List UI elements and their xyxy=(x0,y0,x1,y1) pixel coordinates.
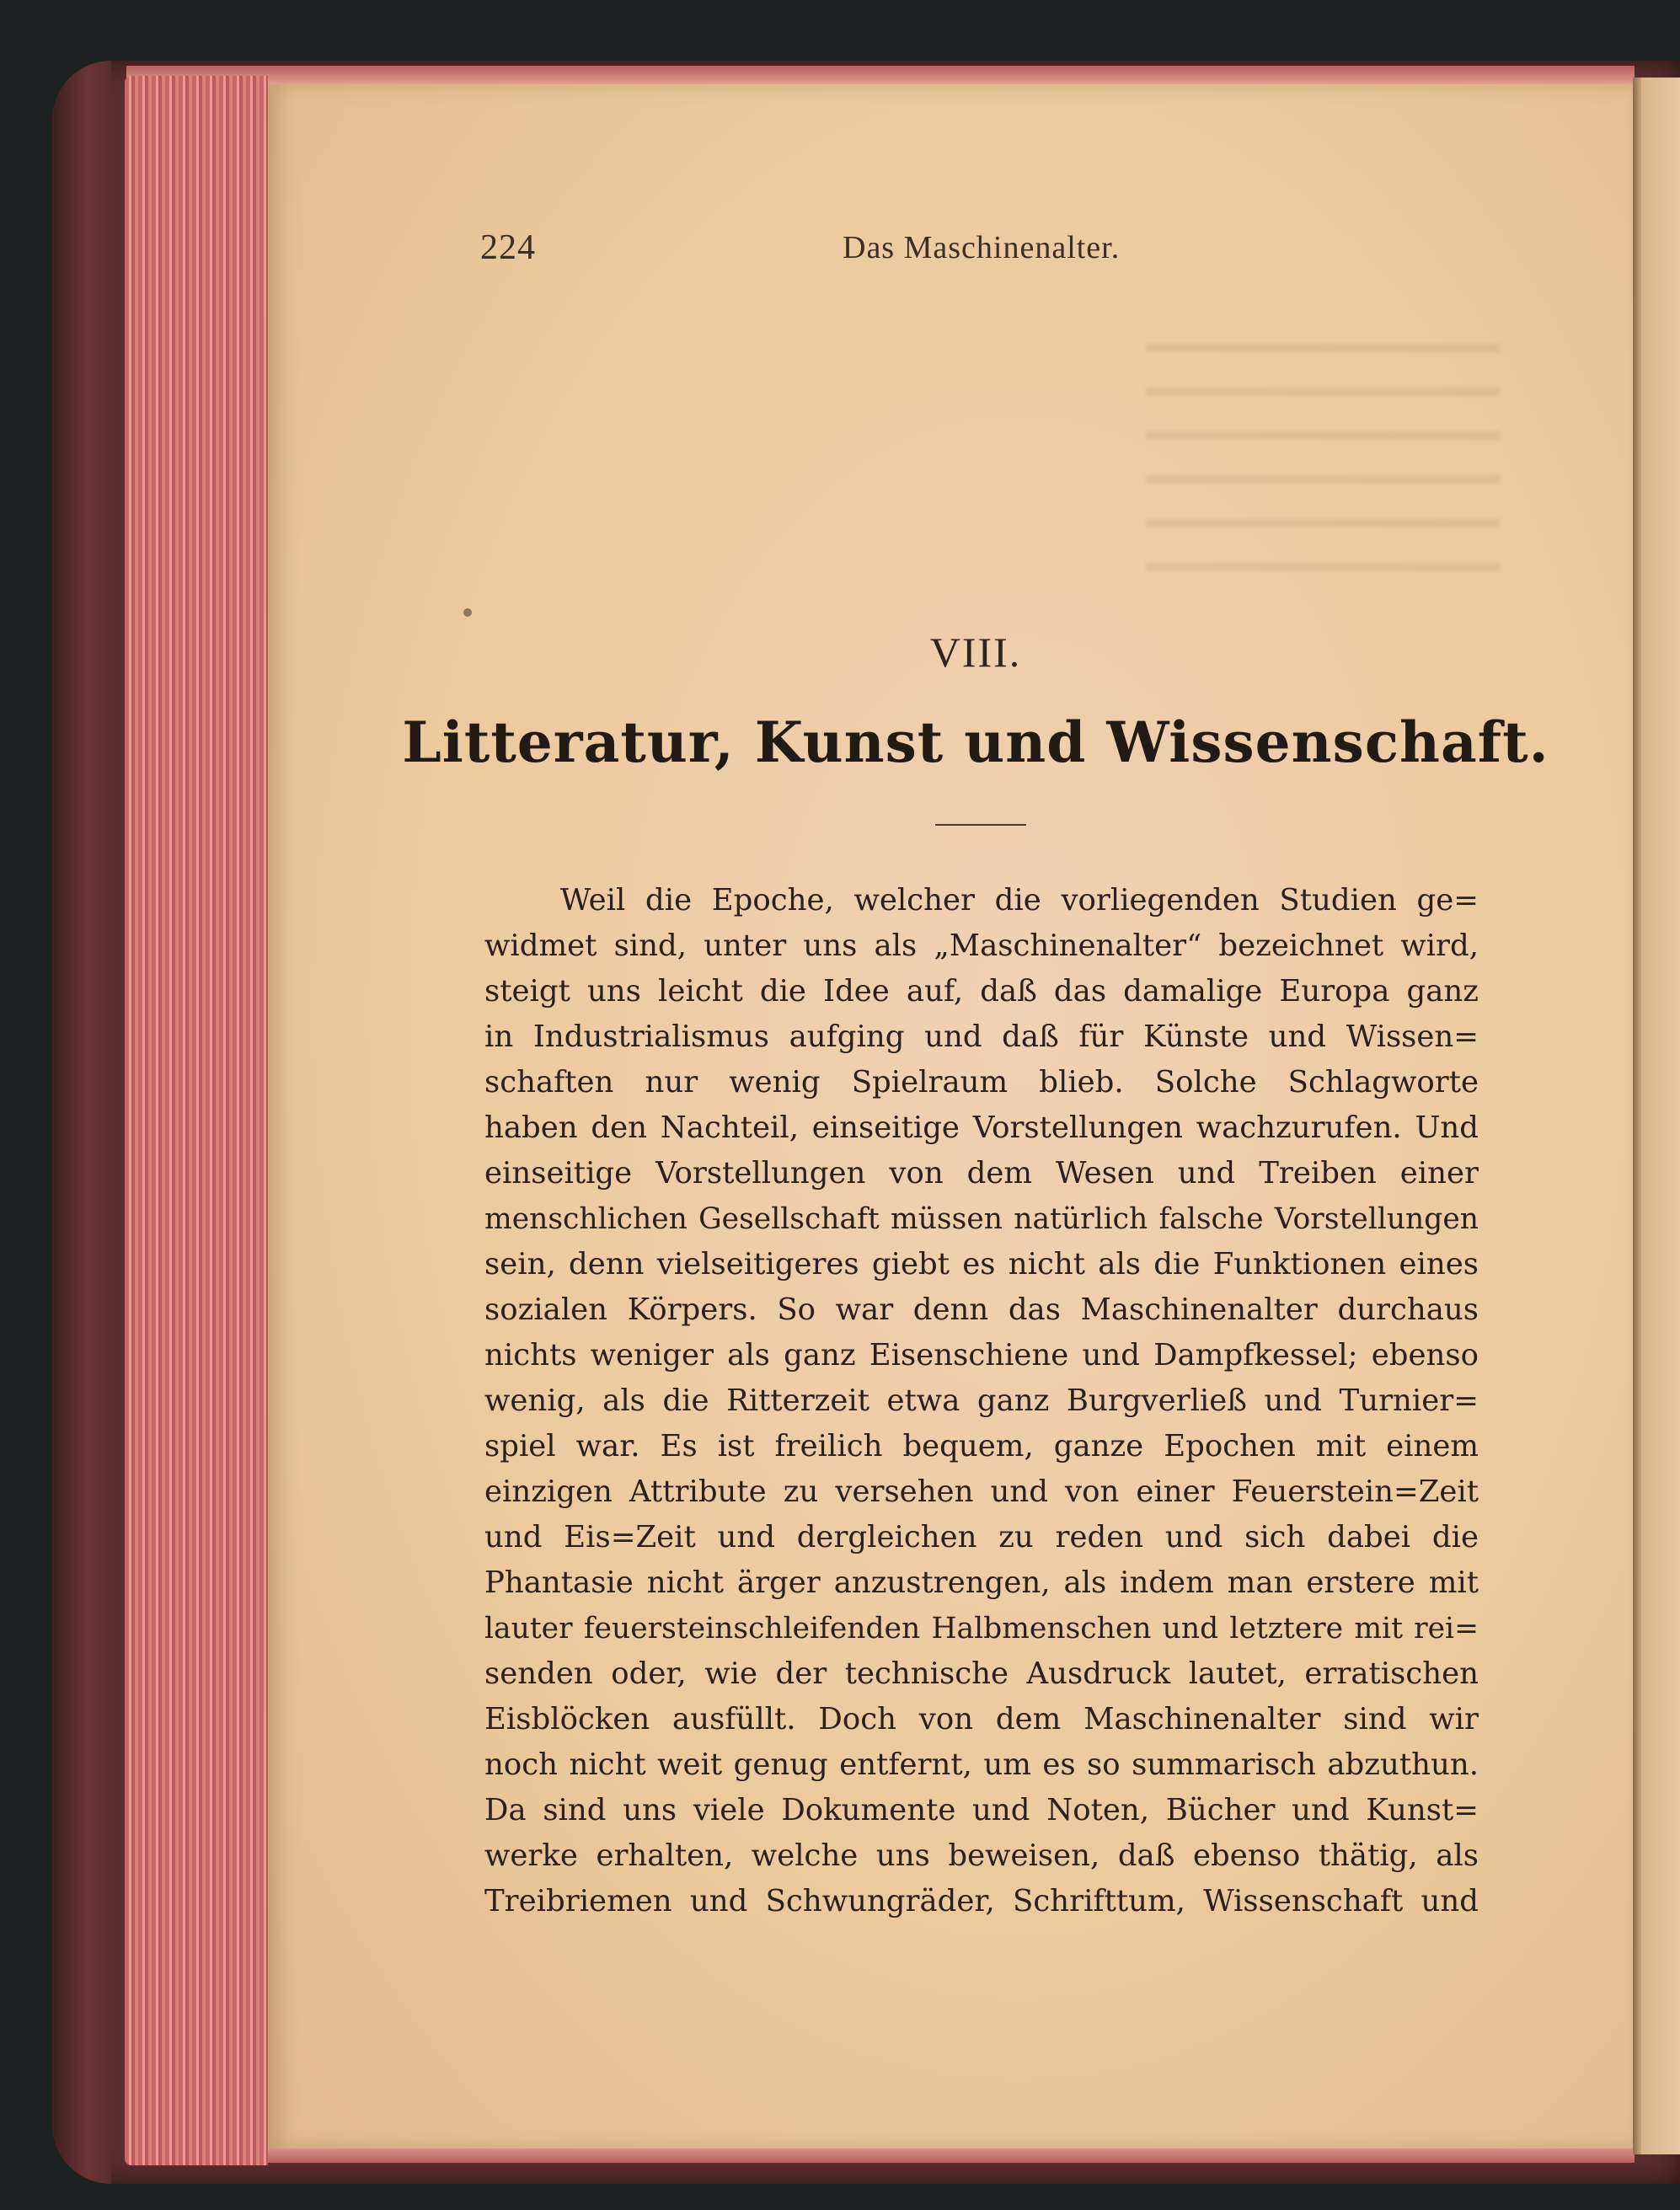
title-divider-rule xyxy=(935,824,1026,826)
text-line: Treibriemen und Schwungräder, Schrifttum, Wissenschaft und xyxy=(484,1884,1479,1918)
text-line: noch nicht weit genug entfernt, um es so summarisch abzuthun. xyxy=(484,1747,1479,1782)
text-line: widmet sind, unter uns als „Maschinenalter“ bezeichnet wird, xyxy=(484,928,1479,963)
text-line: einseitige Vorstellungen von dem Wesen und Treiben einer xyxy=(484,1156,1479,1191)
text-line: in Industrialismus aufging und daß für Künste und Wissen= xyxy=(484,1019,1479,1054)
text-line: wenig, als die Ritterzeit etwa ganz Burgverließ und Turnier= xyxy=(484,1383,1479,1418)
text-line: menschlichen Gesellschaft müssen natürlich falsche Vorstellungen xyxy=(484,1202,1479,1236)
page-gutter xyxy=(1633,78,1641,2154)
chapter-number: VIII. xyxy=(929,629,1022,676)
text-line: einzigen Attribute zu versehen und von einer Feuerstein=Zeit xyxy=(484,1474,1479,1509)
text-line: Weil die Epoche, welcher die vorliegenden Studien ge= xyxy=(560,883,1479,918)
text-line: lauter feuersteinschleifenden Halbmenschen und letztere mit rei= xyxy=(484,1612,1479,1645)
text-line: Da sind uns viele Dokumente und Noten, Bücher und Kunst= xyxy=(484,1793,1479,1827)
book-spine-edge xyxy=(52,61,111,2184)
page-number: 224 xyxy=(480,228,536,267)
facing-page-edge xyxy=(1641,78,1680,2154)
text-line: steigt uns leicht die Idee auf, daß das damalige Europa ganz xyxy=(484,974,1479,1009)
text-line: Phantasie nicht ärger anzustrengen, als indem man erstere mit xyxy=(484,1565,1479,1600)
text-line: Eisblöcken ausfüllt. Doch von dem Maschinenalter sind wir xyxy=(484,1702,1479,1736)
text-line: werke erhalten, welche uns beweisen, daß ebenso thätig, als xyxy=(484,1838,1479,1873)
text-line: senden oder, wie der technische Ausdruck lautet, erratischen xyxy=(484,1656,1479,1691)
text-line: sein, denn vielseitigeres giebt es nicht als die Funktionen eines xyxy=(484,1247,1479,1282)
reverse-side-show-through xyxy=(1146,320,1500,590)
running-head: Das Maschinenalter. xyxy=(843,230,1121,265)
text-line: haben den Nachteil, einseitige Vorstellungen wachzurufen. Und xyxy=(484,1110,1479,1145)
page-block-top-edge xyxy=(126,66,1635,84)
text-line: und Eis=Zeit und dergleichen zu reden und sich dabei die xyxy=(484,1520,1479,1554)
page-block-side-edge xyxy=(125,76,268,2165)
text-line: sozialen Körpers. So war denn das Maschinenalter durchaus xyxy=(484,1292,1479,1327)
body-paragraph xyxy=(484,878,1479,1924)
text-line: spiel war. Es ist freilich bequem, ganze Epochen mit einem xyxy=(484,1429,1479,1464)
text-line: nichts weniger als ganz Eisenschiene und Dampfkessel; ebenso xyxy=(484,1338,1479,1373)
paper-speck xyxy=(463,608,472,617)
text-line: schaften nur wenig Spielraum blieb. Solche Schlagworte xyxy=(484,1065,1479,1100)
chapter-title: Litteratur, Kunst und Wissenschaft. xyxy=(402,709,1549,775)
